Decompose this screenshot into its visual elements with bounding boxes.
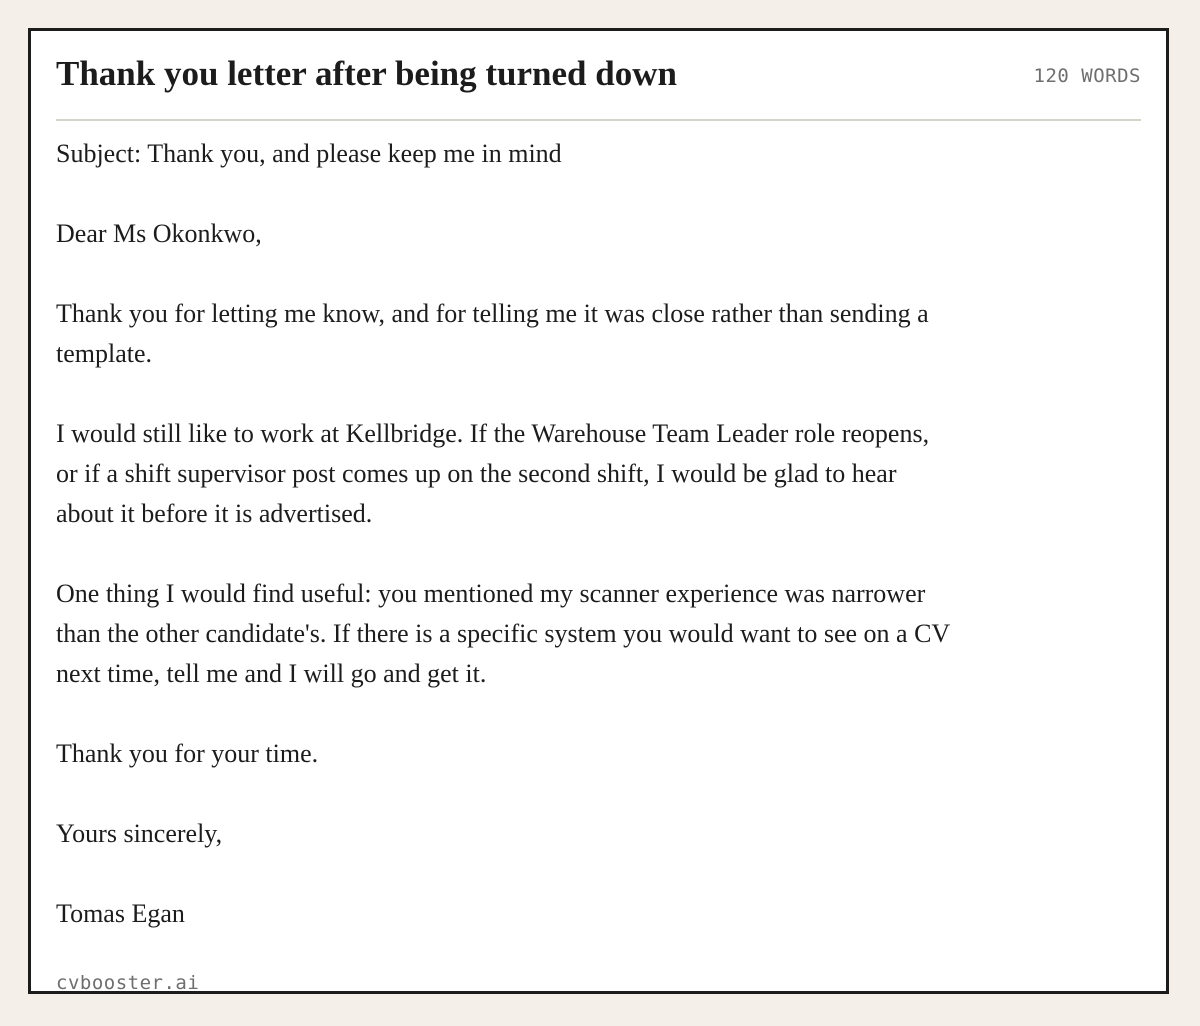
letter-card [28,28,1169,994]
letter-paragraph-3: One thing I would find useful: you mentioned my scanner experience was narrower than the other candidate's. If there is a specific system you would want to see on a CV next time, tell me and I will go and get it. [56,579,950,688]
letter-paragraph-2: I would still like to work at Kellbridge. If the Warehouse Team Leader role reopens, or if a shift supervisor post comes up on the second shift, I would be glad to hear about it before it is advertised. [56,419,930,528]
letter-subject: Subject: Thank you, and please keep me in mind [56,139,562,168]
letter-signature: Tomas Egan [56,899,185,928]
page-title: Thank you letter after being turned down [56,54,677,93]
letter-paragraph-4: Thank you for your time. [56,739,319,768]
letter-closing: Yours sincerely, [56,819,223,848]
brand-label: cvbooster.ai [56,972,200,994]
word-count-badge: 120 WORDS [1033,65,1141,87]
letter-salutation: Dear Ms Okonkwo, [56,219,262,248]
letter-header [56,31,1141,121]
letter-body [56,134,956,934]
letter-paragraph-1: Thank you for letting me know, and for telling me it was close rather than sending a template. [56,299,929,368]
